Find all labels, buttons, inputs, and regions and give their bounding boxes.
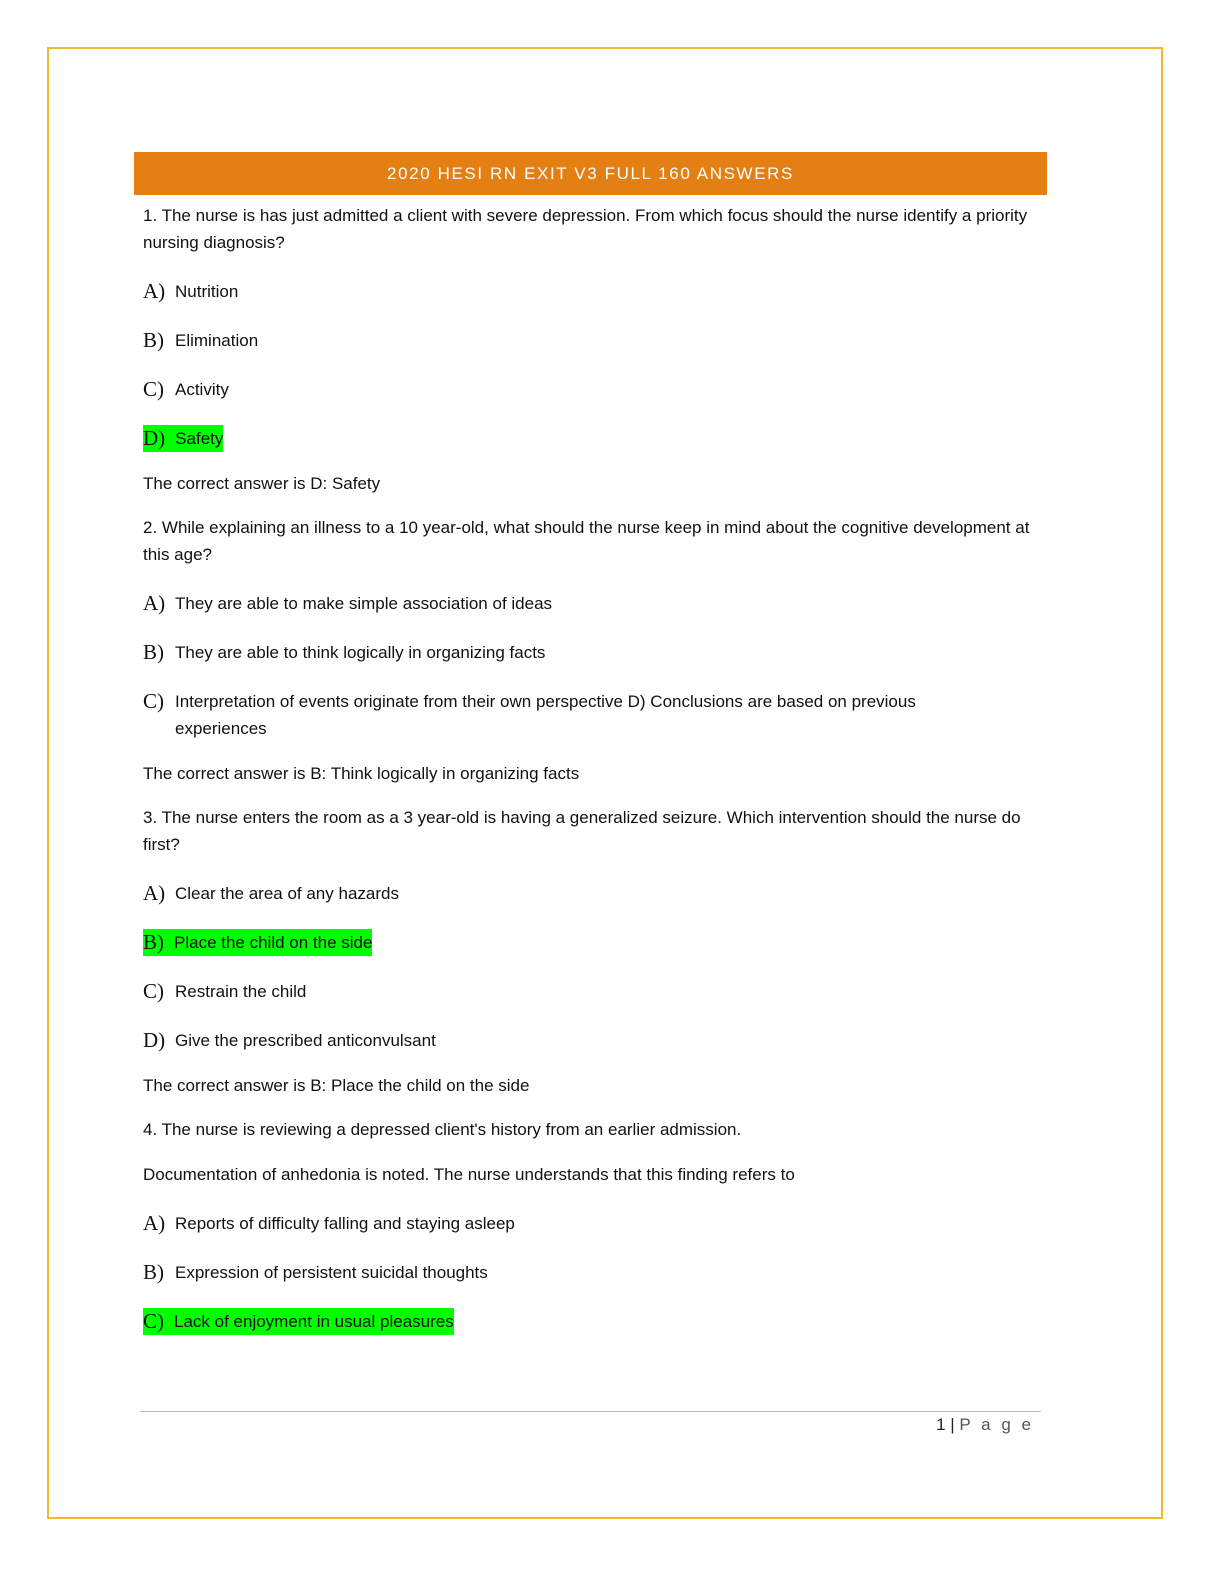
option-letter: C) [143,689,164,713]
option-3b-highlighted [143,929,1038,956]
correct-answer: The correct answer is B: Place the child on the side [143,1076,530,1095]
option-1c [143,376,1038,403]
option-text: They are able to think logically in organizing facts [175,643,546,662]
question-text: 2. While explaining an illness to a 10 year-old, what should the nurse keep in mind about the cognitive development at this age? [143,518,1030,564]
question-text-continued: Documentation of anhedonia is noted. The nurse understands that this finding refers to [143,1165,795,1184]
option-3c [143,978,1038,1005]
option-text: Reports of difficulty falling and staying asleep [175,1214,515,1233]
page-footer [936,1415,1034,1435]
option-4b [143,1259,1038,1286]
option-2b [143,639,1038,666]
option-4a [143,1210,1038,1237]
footer-separator: | [950,1415,955,1434]
document-title-banner [134,152,1047,195]
question-3 [143,804,1038,1099]
option-text: Give the prescribed anticonvulsant [175,1031,436,1050]
option-letter: C) [143,979,164,1003]
footer-divider [140,1411,1041,1412]
option-letter: D) [143,1028,166,1052]
option-letter: D) [143,425,175,452]
question-2 [143,514,1038,787]
option-letter: B) [143,929,174,956]
option-letter: C) [143,1308,174,1335]
option-text: Interpretation of events originate from their own perspective D) Conclusions are based on previous experiences [175,692,916,738]
option-letter: A) [143,591,166,615]
document-body [143,196,1038,1335]
option-text: Place the child on the side [174,929,372,956]
page-label: P a g e [959,1415,1034,1434]
option-text: Activity [175,380,229,399]
correct-answer: The correct answer is B: Think logically in organizing facts [143,764,580,783]
option-1a [143,278,1038,305]
option-1b [143,327,1038,354]
option-letter: A) [143,881,166,905]
option-letter: A) [143,279,166,303]
option-text: Safety [175,425,223,452]
document-title: 2020 HESI RN EXIT V3 FULL 160 ANSWERS [387,163,794,183]
option-2a [143,590,1038,617]
option-text: Elimination [175,331,259,350]
option-text: Restrain the child [175,982,307,1001]
option-4c-highlighted [143,1308,1038,1335]
option-letter: B) [143,1260,164,1284]
option-1d-highlighted [143,425,1038,452]
option-3a [143,880,1038,907]
option-text: They are able to make simple association of ideas [175,594,553,613]
question-text: 3. The nurse enters the room as a 3 year-old is having a generalized seizure. Which intervention should the nurse do first? [143,808,1021,854]
option-text: Clear the area of any hazards [175,884,399,903]
question-4 [143,1116,1038,1335]
option-3d [143,1027,1038,1054]
correct-answer: The correct answer is D: Safety [143,474,381,493]
option-text: Nutrition [175,282,239,301]
question-1 [143,202,1038,497]
option-letter: C) [143,377,164,401]
question-text: 1. The nurse is has just admitted a client with severe depression. From which focus should the nurse identify a priority nursing diagnosis? [143,206,1028,252]
option-letter: B) [143,328,164,352]
page-number: 1 [936,1415,946,1434]
option-text: Lack of enjoyment in usual pleasures [174,1308,454,1335]
question-text: 4. The nurse is reviewing a depressed client's history from an earlier admission. [143,1120,742,1139]
option-letter: B) [143,640,164,664]
option-text: Expression of persistent suicidal thoughts [175,1263,488,1282]
option-2c [143,688,1038,742]
option-letter: A) [143,1211,166,1235]
